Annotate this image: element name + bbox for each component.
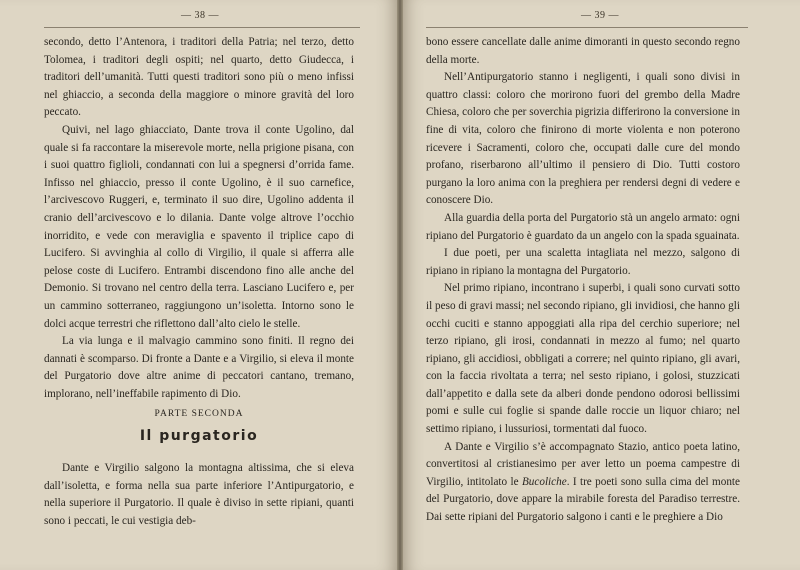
paragraph [426, 439, 740, 527]
header-rule [426, 27, 748, 28]
header-rule [44, 27, 360, 28]
paragraph: I due poeti, per una scaletta intagliata nel mezzo, salgono di ripiano in ripiano la montagna del Purgatorio. [426, 247, 740, 277]
body-text-upper [44, 34, 354, 403]
body-text [426, 34, 740, 527]
paragraph: Nel primo ripiano, incontrano i superbi, i quali sono curvati sotto il peso di gravi massi; nel secondo ripiano, gli invidiosi, che hanno gli occhi cuciti e stanno appoggiati alla ripa del cerchio superiore; nel terzo ripiano, gli irosi, condannati in mezzo al fumo; nel quarto ripiano, gli accidiosi, obbligati a correre; nel quinto ripiano, gli avari, con la faccia rivoltata a terra; nel sesto ripiano, i golosi, stuzzicati dall’appetito e dalla sete da alberi donde pendono odorosi bellissimi pomi e sulle cui foglie si spande dalle roccie un liquor chiaro; nel settimo ripiano, i lussuriosi, tormentati dal fuoco. [426, 282, 740, 436]
section-label: PARTE SECONDA [154, 409, 244, 419]
book-title-italic: Bucoliche [521, 475, 567, 488]
page-number: — 38 — [181, 10, 219, 21]
paragraph: Quivi, nel lago ghiacciato, Dante trova il conte Ugolino, dal quale si fa raccontare la miserevole morte, nella prigione pisana, con i suoi quattro figlioli, condannati con lui a spegnersi d’orrida fame. Infisso nel ghiaccio, presso il conte Ugolino, è il suo carnefice, l’arcivescovo Ruggeri, e, terminato il suo dire, Ugolino addenta il cranio dell’arcivescovo e lo dilania. Dante volge altrove l’occhio inorridito, e vede con meraviglia e spavento il triplice capo di Lucifero. Si avvinghia al collo di Virgilio, il quale si afferra alle pelose coste di Lucifero. Entrambi discendono fino alle anche del Demonio. Si trovano nel centro della terra. Lasciano Lucifero e, per un cammino sotterraneo, raggiungono un’isoletta. Intorno sono le dolci acque terrestri che riflettono dall’alto cielo le stelle. [44, 123, 354, 330]
paragraph: La via lunga e il malvagio cammino sono finiti. Il regno dei dannati è scomparso. Di fronte a Dante e a Virgilio, si eleva il monte del Purgatorio dove altre anime di peccatori cantano, tremano, implorano, nell’ineffabile rapimento di Dio. [44, 335, 354, 400]
paragraph-text: A Dante e Virgilio s’è accompagnato Stazio, antico poeta latino, convertitosi al cristianesimo per aver letto un poema campestre di Virgilio, intitolato le [426, 440, 740, 488]
body-text-lower [44, 460, 354, 530]
page-number: — 39 — [581, 10, 619, 21]
paragraph: bono essere cancellate dalle anime dimoranti in questo secondo regno della morte. [426, 36, 740, 66]
paragraph: Nell’Antipurgatorio stanno i negligenti, i quali sono divisi in quattro classi: coloro che morirono fuori del grembo della Madre Chiesa, coloro che per soverchia pigrizia differirono la conversione in fine di vita, coloro che finirono di morte violenta e non poterono ricevere i Sacramenti, coloro che, occupati dalle cure del mondo profano, riserbarono all’ultimo il pensiero di Dio. Tutti costoro purgano la loro anima con la preghiera per rendersi degni di vedere e conoscere Dio. [426, 71, 740, 207]
right-page [400, 0, 800, 570]
book-gutter [397, 0, 403, 570]
paragraph: secondo, detto l’Antenora, i traditori della Patria; nel terzo, detto Tolomea, i traditori degli ospiti; nel quarto, detto Giudecca, i traditori dell’umanità. Tutti questi traditori sono più o meno infissi nel ghiaccio, a seconda della maggiore o minore gravità del loro peccato. [44, 36, 354, 119]
section-title: Il purgatorio [139, 428, 259, 444]
paragraph: Dante e Virgilio salgono la montagna altissima, che si eleva dall’isoletta, e forma nella sua parte inferiore l’Antipurgatorio, e nella superiore il Purgatorio. Il quale è diviso in sette ripiani, quanti sono i peccati, le cui vestigia deb- [44, 462, 354, 527]
paragraph: Alla guardia della porta del Purgatorio stà un angelo armato: ogni ripiano del Purgatorio è guardato da un angelo con la spada sguainata. [426, 211, 740, 242]
paragraph-text: . I tre poeti sono sulla cima del monte del Purgatorio, dove appare la mirabile foresta del Paradiso terrestre. Dai sette ripiani del Purgatorio salgono i canti e le preghiere a Dio [426, 475, 741, 524]
